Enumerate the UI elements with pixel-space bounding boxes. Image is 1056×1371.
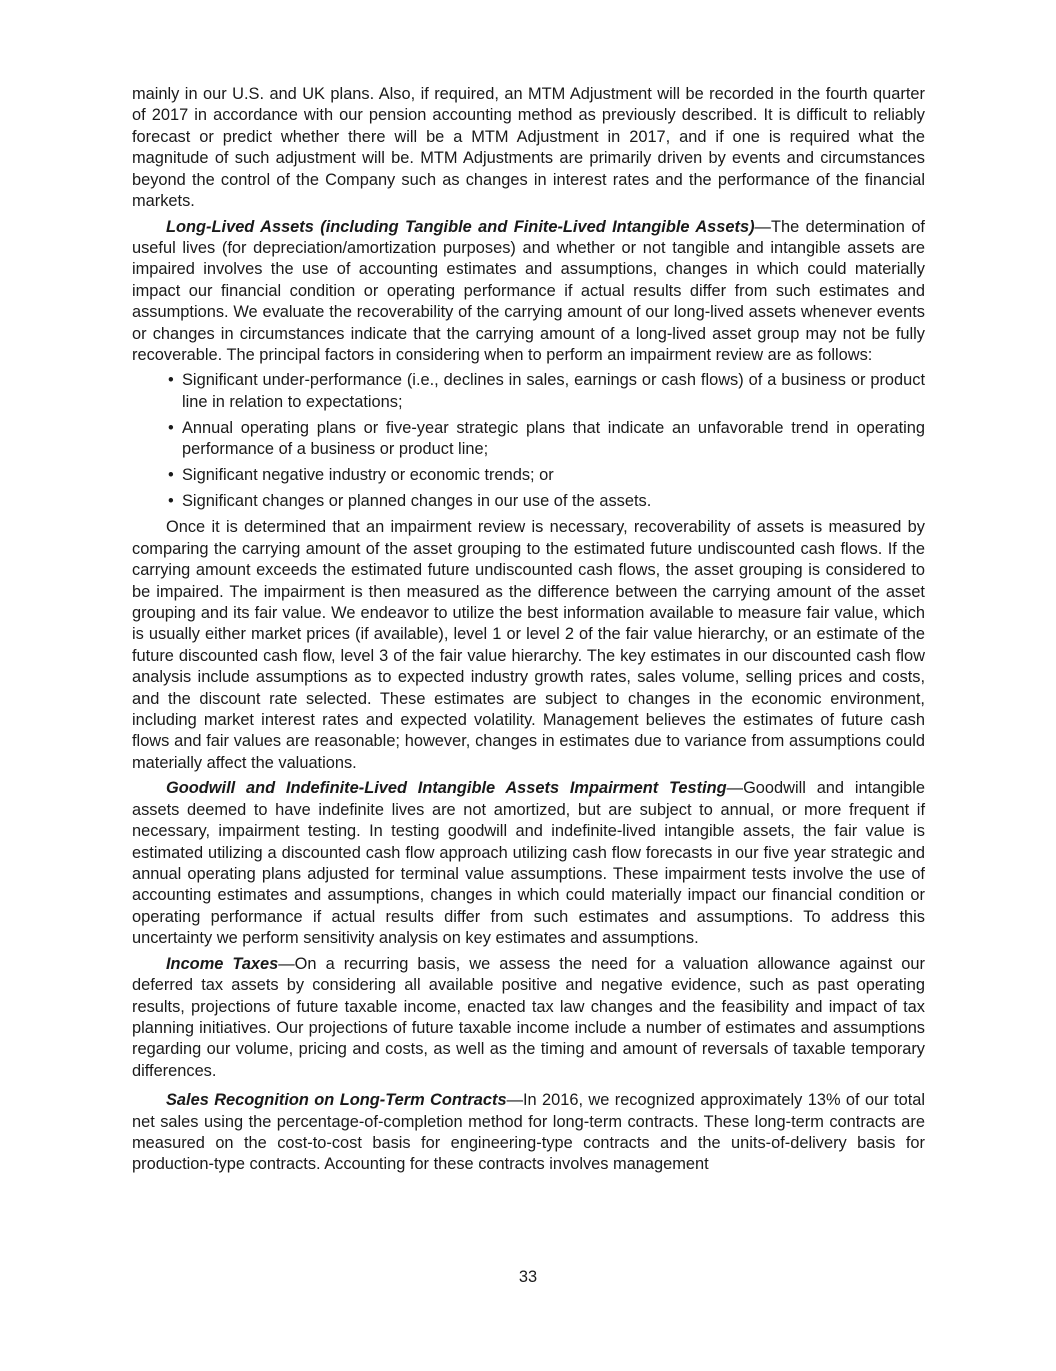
- goodwill-paragraph: [132, 778, 925, 949]
- goodwill-body: —Goodwill and intangible assets deemed to have indefinite lives are not amortized, but are subject to annual, or more frequent if necessary, impairment testing. In testing goodwill and indefinite-lived intangible assets, the fair value is estimated utilizing a discounted cash flow approach utilizing cash flow forecasts in our five year strategic and annual operating plans adjusted for terminal value assumptions. These impairment tests involve the use of accounting estimates and assumptions, changes in which could materially impact our financial condition or operating performance if actual results differ from such estimates and assumptions. To address this uncertainty we perform sensitivity analysis on key estimates and assumptions.: [132, 779, 925, 948]
- long-lived-assets-body: —The determination of useful lives (for depreciation/amortization purposes) and whether or not tangible and intangible assets are impaired involves the use of accounting estimates and assumptions, changes in which could materially impact our financial condition or operating performance if actual results differ from such estimates and assumptions. We evaluate the recoverability of the carrying amount of our long-lived assets whenever events or changes in circumstances indicate that the carrying amount of a long-lived asset group may not be fully recoverable. The principal factors in considering when to perform an impairment review are as follows:: [132, 217, 925, 365]
- sales-recognition-body: —In 2016, we recognized approximately 13% of our total net sales using the percentage-of-completion method for long-term contracts. These long-term contracts are measured on the cost-to-cost basis for engineering-type contracts and the units-of-delivery basis for production-type contracts. Accounting for these contracts involves management: [132, 1091, 925, 1174]
- bullet-icon: •: [168, 418, 174, 437]
- bullet-icon: •: [168, 466, 174, 485]
- income-taxes-body: —On a recurring basis, we assess the need for a valuation allowance against our deferred tax assets by considering all available positive and negative evidence, such as past operating results, projections of future taxable income, enacted tax law changes and the feasibility and impact of tax planning initiatives. Our projections of future taxable income include a number of estimates and assumptions regarding our volume, pricing and costs, as well as the timing and amount of reversals of taxable temporary differences.: [132, 954, 925, 1080]
- income-taxes-paragraph: [132, 954, 925, 1082]
- list-item: [132, 491, 925, 512]
- impairment-measurement-paragraph: Once it is determined that an impairment review is necessary, recoverability of assets is measured by comparing the carrying amount of the asset grouping to the estimated future undiscounted cash flows. If the carrying amount exceeds the estimated future undiscounted cash flows, the asset grouping is considered to be impaired. The impairment is then measured as the difference between the carrying amount of the asset grouping and its fair value. We endeavor to utilize the best information available to measure fair value, which is usually either market prices (if available), level 1 or level 2 of the fair value hierarchy, or an estimate of the future discounted cash flow, level 3 of the fair value hierarchy. The key estimates in our discounted cash flow analysis include assumptions as to expected industry growth rates, sales volume, selling prices and costs, and the discount rate selected. These estimates are subject to changes in the economic environment, including market interest rates and expected volatility. Management believes the estimates of future cash flows and fair values are reasonable; however, changes in estimates due to variance from assumptions could materially affect the valuations.: [132, 518, 925, 772]
- list-item-text: Significant changes or planned changes in our use of the assets.: [182, 492, 652, 511]
- long-lived-assets-heading: Long-Lived Assets (including Tangible and Finite-Lived Intangible Assets): [166, 217, 755, 236]
- bullet-icon: •: [168, 371, 174, 390]
- bullet-icon: •: [168, 492, 174, 511]
- long-lived-assets-paragraph: [132, 217, 925, 367]
- list-item-text: Significant negative industry or economic trends; or: [182, 466, 554, 485]
- impairment-factors-list: [132, 370, 925, 512]
- sales-recognition-heading: Sales Recognition on Long-Term Contracts: [166, 1091, 507, 1110]
- document-page: [132, 84, 925, 1176]
- list-item: [132, 465, 925, 486]
- sales-recognition-paragraph: [132, 1090, 925, 1176]
- income-taxes-heading: Income Taxes: [166, 954, 279, 973]
- page-number: 33: [518, 1268, 538, 1286]
- list-item-text: Annual operating plans or five-year strategic plans that indicate an unfavorable trend in operating performance of a business or product line;: [182, 418, 925, 459]
- intro-paragraph: mainly in our U.S. and UK plans. Also, if required, an MTM Adjustment will be recorded in the fourth quarter of 2017 in accordance with our pension accounting method as previously described. It is difficult to reliably forecast or predict whether there will be a MTM Adjustment in 2017, and if one is required what the magnitude of such adjustment will be. MTM Adjustments are primarily driven by events and circumstances beyond the control of the Company such as changes in interest rates and the performance of the financial markets.: [132, 85, 925, 211]
- list-item: [132, 418, 925, 461]
- list-item: [132, 370, 925, 413]
- list-item-text: Significant under-performance (i.e., declines in sales, earnings or cash flows) of a business or product line in relation to expectations;: [182, 371, 925, 411]
- goodwill-heading: Goodwill and Indefinite-Lived Intangible Assets Impairment Testing: [166, 779, 727, 798]
